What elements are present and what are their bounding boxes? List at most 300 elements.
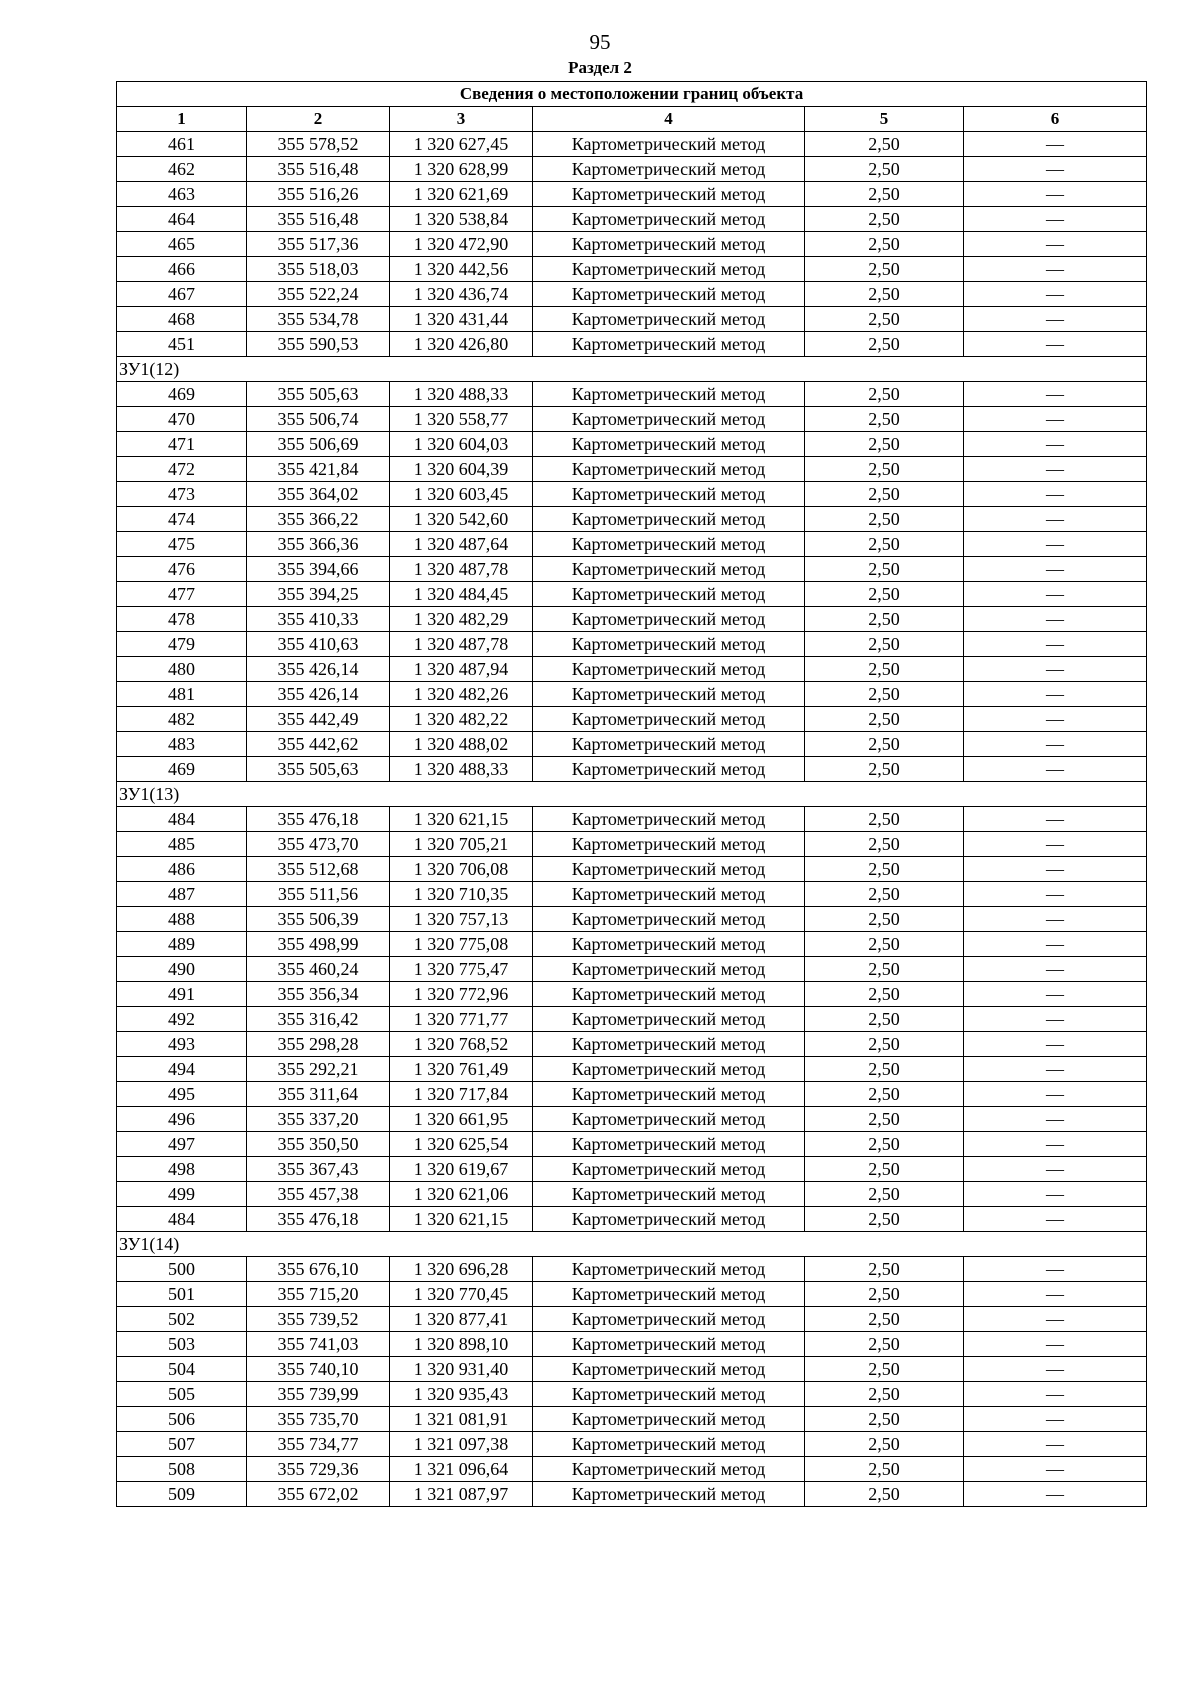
table-row xyxy=(117,982,1147,1007)
method-cell: Картометрический метод xyxy=(533,957,805,982)
x-coordinate-cell: 355 578,52 xyxy=(247,132,390,157)
accuracy-cell: 2,50 xyxy=(805,832,964,857)
y-coordinate-cell: 1 320 621,15 xyxy=(390,1207,533,1232)
accuracy-cell: 2,50 xyxy=(805,982,964,1007)
group-row xyxy=(117,357,1147,382)
point-number-cell: 470 xyxy=(117,407,247,432)
method-cell: Картометрический метод xyxy=(533,932,805,957)
accuracy-cell: 2,50 xyxy=(805,1157,964,1182)
section-title: Раздел 2 xyxy=(568,58,632,77)
table-caption-row xyxy=(117,82,1147,107)
point-number-cell: 484 xyxy=(117,1207,247,1232)
y-coordinate-cell: 1 320 487,94 xyxy=(390,657,533,682)
description-cell: — xyxy=(964,132,1147,157)
point-number-cell: 482 xyxy=(117,707,247,732)
accuracy-cell: 2,50 xyxy=(805,432,964,457)
accuracy-cell: 2,50 xyxy=(805,532,964,557)
x-coordinate-cell: 355 442,62 xyxy=(247,732,390,757)
method-cell: Картометрический метод xyxy=(533,1157,805,1182)
description-cell: — xyxy=(964,807,1147,832)
accuracy-cell: 2,50 xyxy=(805,1207,964,1232)
description-cell: — xyxy=(964,957,1147,982)
point-number-cell: 491 xyxy=(117,982,247,1007)
y-coordinate-cell: 1 320 770,45 xyxy=(390,1282,533,1307)
accuracy-cell: 2,50 xyxy=(805,307,964,332)
accuracy-cell: 2,50 xyxy=(805,607,964,632)
accuracy-cell: 2,50 xyxy=(805,1307,964,1332)
point-number-cell: 481 xyxy=(117,682,247,707)
table-row xyxy=(117,1057,1147,1082)
description-cell: — xyxy=(964,757,1147,782)
point-number-cell: 486 xyxy=(117,857,247,882)
method-cell: Картометрический метод xyxy=(533,1007,805,1032)
x-coordinate-cell: 355 590,53 xyxy=(247,332,390,357)
table-row xyxy=(117,1257,1147,1282)
description-cell: — xyxy=(964,282,1147,307)
y-coordinate-cell: 1 320 538,84 xyxy=(390,207,533,232)
description-cell: — xyxy=(964,1432,1147,1457)
point-number-cell: 484 xyxy=(117,807,247,832)
boundary-coordinates-table xyxy=(116,81,1147,1507)
y-coordinate-cell: 1 320 482,22 xyxy=(390,707,533,732)
accuracy-cell: 2,50 xyxy=(805,1482,964,1507)
table-row xyxy=(117,432,1147,457)
accuracy-cell: 2,50 xyxy=(805,482,964,507)
table-row xyxy=(117,957,1147,982)
accuracy-cell: 2,50 xyxy=(805,1407,964,1432)
table-row xyxy=(117,557,1147,582)
description-cell: — xyxy=(964,557,1147,582)
y-coordinate-cell: 1 320 772,96 xyxy=(390,982,533,1007)
point-number-cell: 476 xyxy=(117,557,247,582)
x-coordinate-cell: 355 517,36 xyxy=(247,232,390,257)
x-coordinate-cell: 355 505,63 xyxy=(247,757,390,782)
point-number-cell: 501 xyxy=(117,1282,247,1307)
x-coordinate-cell: 355 460,24 xyxy=(247,957,390,982)
description-cell: — xyxy=(964,482,1147,507)
description-cell: — xyxy=(964,882,1147,907)
x-coordinate-cell: 355 394,66 xyxy=(247,557,390,582)
point-number-cell: 499 xyxy=(117,1182,247,1207)
x-coordinate-cell: 355 364,02 xyxy=(247,482,390,507)
y-coordinate-cell: 1 320 472,90 xyxy=(390,232,533,257)
y-coordinate-cell: 1 320 603,45 xyxy=(390,482,533,507)
method-cell: Картометрический метод xyxy=(533,1307,805,1332)
method-cell: Картометрический метод xyxy=(533,257,805,282)
x-coordinate-cell: 355 421,84 xyxy=(247,457,390,482)
y-coordinate-cell: 1 320 488,02 xyxy=(390,732,533,757)
accuracy-cell: 2,50 xyxy=(805,407,964,432)
accuracy-cell: 2,50 xyxy=(805,1357,964,1382)
y-coordinate-cell: 1 320 484,45 xyxy=(390,582,533,607)
accuracy-cell: 2,50 xyxy=(805,757,964,782)
method-cell: Картометрический метод xyxy=(533,682,805,707)
point-number-cell: 509 xyxy=(117,1482,247,1507)
group-row xyxy=(117,782,1147,807)
method-cell: Картометрический метод xyxy=(533,1132,805,1157)
method-cell: Картометрический метод xyxy=(533,732,805,757)
table-row xyxy=(117,707,1147,732)
description-cell: — xyxy=(964,1157,1147,1182)
accuracy-cell: 2,50 xyxy=(805,1082,964,1107)
page-number: 95 xyxy=(589,30,611,54)
method-cell: Картометрический метод xyxy=(533,1282,805,1307)
column-header: 3 xyxy=(390,107,533,132)
y-coordinate-cell: 1 320 426,80 xyxy=(390,332,533,357)
group-label: ЗУ1(14) xyxy=(117,1232,1147,1257)
y-coordinate-cell: 1 320 431,44 xyxy=(390,307,533,332)
y-coordinate-cell: 1 320 558,77 xyxy=(390,407,533,432)
description-cell: — xyxy=(964,857,1147,882)
y-coordinate-cell: 1 320 757,13 xyxy=(390,907,533,932)
accuracy-cell: 2,50 xyxy=(805,282,964,307)
accuracy-cell: 2,50 xyxy=(805,907,964,932)
accuracy-cell: 2,50 xyxy=(805,157,964,182)
point-number-cell: 483 xyxy=(117,732,247,757)
method-cell: Картометрический метод xyxy=(533,282,805,307)
method-cell: Картометрический метод xyxy=(533,532,805,557)
group-row xyxy=(117,1232,1147,1257)
point-number-cell: 479 xyxy=(117,632,247,657)
x-coordinate-cell: 355 516,48 xyxy=(247,157,390,182)
x-coordinate-cell: 355 356,34 xyxy=(247,982,390,1007)
x-coordinate-cell: 355 366,36 xyxy=(247,532,390,557)
x-coordinate-cell: 355 739,52 xyxy=(247,1307,390,1332)
x-coordinate-cell: 355 426,14 xyxy=(247,682,390,707)
method-cell: Картометрический метод xyxy=(533,832,805,857)
description-cell: — xyxy=(964,1282,1147,1307)
column-header: 1 xyxy=(117,107,247,132)
description-cell: — xyxy=(964,1307,1147,1332)
description-cell: — xyxy=(964,1007,1147,1032)
point-number-cell: 498 xyxy=(117,1157,247,1182)
x-coordinate-cell: 355 410,63 xyxy=(247,632,390,657)
table-row xyxy=(117,1482,1147,1507)
description-cell: — xyxy=(964,157,1147,182)
table-row xyxy=(117,382,1147,407)
group-label: ЗУ1(12) xyxy=(117,357,1147,382)
y-coordinate-cell: 1 320 625,54 xyxy=(390,1132,533,1157)
method-cell: Картометрический метод xyxy=(533,1382,805,1407)
y-coordinate-cell: 1 320 442,56 xyxy=(390,257,533,282)
table-row xyxy=(117,1407,1147,1432)
table-row xyxy=(117,1007,1147,1032)
method-cell: Картометрический метод xyxy=(533,507,805,532)
description-cell: — xyxy=(964,1057,1147,1082)
method-cell: Картометрический метод xyxy=(533,132,805,157)
y-coordinate-cell: 1 320 705,21 xyxy=(390,832,533,857)
table-row xyxy=(117,582,1147,607)
table-row xyxy=(117,482,1147,507)
accuracy-cell: 2,50 xyxy=(805,1332,964,1357)
y-coordinate-cell: 1 320 482,29 xyxy=(390,607,533,632)
y-coordinate-cell: 1 320 696,28 xyxy=(390,1257,533,1282)
method-cell: Картометрический метод xyxy=(533,1057,805,1082)
y-coordinate-cell: 1 320 768,52 xyxy=(390,1032,533,1057)
x-coordinate-cell: 355 506,74 xyxy=(247,407,390,432)
table-row xyxy=(117,732,1147,757)
table-row xyxy=(117,1032,1147,1057)
point-number-cell: 468 xyxy=(117,307,247,332)
point-number-cell: 500 xyxy=(117,1257,247,1282)
x-coordinate-cell: 355 516,26 xyxy=(247,182,390,207)
table-header-row xyxy=(117,107,1147,132)
method-cell: Картометрический метод xyxy=(533,157,805,182)
y-coordinate-cell: 1 320 931,40 xyxy=(390,1357,533,1382)
method-cell: Картометрический метод xyxy=(533,882,805,907)
x-coordinate-cell: 355 426,14 xyxy=(247,657,390,682)
method-cell: Картометрический метод xyxy=(533,582,805,607)
y-coordinate-cell: 1 320 604,39 xyxy=(390,457,533,482)
y-coordinate-cell: 1 320 761,49 xyxy=(390,1057,533,1082)
point-number-cell: 506 xyxy=(117,1407,247,1432)
accuracy-cell: 2,50 xyxy=(805,957,964,982)
x-coordinate-cell: 355 298,28 xyxy=(247,1032,390,1057)
y-coordinate-cell: 1 320 935,43 xyxy=(390,1382,533,1407)
method-cell: Картометрический метод xyxy=(533,1082,805,1107)
table-row xyxy=(117,1382,1147,1407)
x-coordinate-cell: 355 442,49 xyxy=(247,707,390,732)
x-coordinate-cell: 355 715,20 xyxy=(247,1282,390,1307)
accuracy-cell: 2,50 xyxy=(805,1032,964,1057)
x-coordinate-cell: 355 350,50 xyxy=(247,1132,390,1157)
method-cell: Картометрический метод xyxy=(533,557,805,582)
method-cell: Картометрический метод xyxy=(533,482,805,507)
method-cell: Картометрический метод xyxy=(533,757,805,782)
accuracy-cell: 2,50 xyxy=(805,257,964,282)
point-number-cell: 465 xyxy=(117,232,247,257)
table-row xyxy=(117,282,1147,307)
x-coordinate-cell: 355 394,25 xyxy=(247,582,390,607)
point-number-cell: 463 xyxy=(117,182,247,207)
x-coordinate-cell: 355 511,56 xyxy=(247,882,390,907)
point-number-cell: 451 xyxy=(117,332,247,357)
accuracy-cell: 2,50 xyxy=(805,1432,964,1457)
column-header: 5 xyxy=(805,107,964,132)
accuracy-cell: 2,50 xyxy=(805,1282,964,1307)
description-cell: — xyxy=(964,1407,1147,1432)
accuracy-cell: 2,50 xyxy=(805,857,964,882)
x-coordinate-cell: 355 498,99 xyxy=(247,932,390,957)
point-number-cell: 490 xyxy=(117,957,247,982)
point-number-cell: 507 xyxy=(117,1432,247,1457)
table-row xyxy=(117,1182,1147,1207)
y-coordinate-cell: 1 320 436,74 xyxy=(390,282,533,307)
description-cell: — xyxy=(964,1182,1147,1207)
table-row xyxy=(117,307,1147,332)
y-coordinate-cell: 1 320 627,45 xyxy=(390,132,533,157)
x-coordinate-cell: 355 367,43 xyxy=(247,1157,390,1182)
x-coordinate-cell: 355 516,48 xyxy=(247,207,390,232)
accuracy-cell: 2,50 xyxy=(805,682,964,707)
accuracy-cell: 2,50 xyxy=(805,1257,964,1282)
x-coordinate-cell: 355 734,77 xyxy=(247,1432,390,1457)
method-cell: Картометрический метод xyxy=(533,407,805,432)
accuracy-cell: 2,50 xyxy=(805,557,964,582)
point-number-cell: 469 xyxy=(117,757,247,782)
y-coordinate-cell: 1 321 097,38 xyxy=(390,1432,533,1457)
x-coordinate-cell: 355 740,10 xyxy=(247,1357,390,1382)
column-header: 2 xyxy=(247,107,390,132)
point-number-cell: 505 xyxy=(117,1382,247,1407)
x-coordinate-cell: 355 476,18 xyxy=(247,1207,390,1232)
x-coordinate-cell: 355 366,22 xyxy=(247,507,390,532)
method-cell: Картометрический метод xyxy=(533,632,805,657)
y-coordinate-cell: 1 320 717,84 xyxy=(390,1082,533,1107)
description-cell: — xyxy=(964,407,1147,432)
description-cell: — xyxy=(964,932,1147,957)
method-cell: Картометрический метод xyxy=(533,607,805,632)
description-cell: — xyxy=(964,707,1147,732)
method-cell: Картометрический метод xyxy=(533,1032,805,1057)
table-row xyxy=(117,232,1147,257)
accuracy-cell: 2,50 xyxy=(805,1057,964,1082)
accuracy-cell: 2,50 xyxy=(805,882,964,907)
table-row xyxy=(117,757,1147,782)
point-number-cell: 502 xyxy=(117,1307,247,1332)
y-coordinate-cell: 1 321 087,97 xyxy=(390,1482,533,1507)
point-number-cell: 461 xyxy=(117,132,247,157)
accuracy-cell: 2,50 xyxy=(805,632,964,657)
table-row xyxy=(117,1157,1147,1182)
x-coordinate-cell: 355 676,10 xyxy=(247,1257,390,1282)
method-cell: Картометрический метод xyxy=(533,1207,805,1232)
table-row xyxy=(117,132,1147,157)
y-coordinate-cell: 1 320 877,41 xyxy=(390,1307,533,1332)
description-cell: — xyxy=(964,1482,1147,1507)
accuracy-cell: 2,50 xyxy=(805,582,964,607)
accuracy-cell: 2,50 xyxy=(805,1457,964,1482)
x-coordinate-cell: 355 457,38 xyxy=(247,1182,390,1207)
description-cell: — xyxy=(964,1257,1147,1282)
method-cell: Картометрический метод xyxy=(533,657,805,682)
x-coordinate-cell: 355 729,36 xyxy=(247,1457,390,1482)
table-row xyxy=(117,632,1147,657)
table-row xyxy=(117,807,1147,832)
table-row xyxy=(117,407,1147,432)
description-cell: — xyxy=(964,457,1147,482)
point-number-cell: 485 xyxy=(117,832,247,857)
accuracy-cell: 2,50 xyxy=(805,457,964,482)
point-number-cell: 495 xyxy=(117,1082,247,1107)
method-cell: Картометрический метод xyxy=(533,1482,805,1507)
method-cell: Картометрический метод xyxy=(533,1407,805,1432)
description-cell: — xyxy=(964,832,1147,857)
description-cell: — xyxy=(964,1032,1147,1057)
table-row xyxy=(117,207,1147,232)
x-coordinate-cell: 355 476,18 xyxy=(247,807,390,832)
point-number-cell: 477 xyxy=(117,582,247,607)
method-cell: Картометрический метод xyxy=(533,857,805,882)
x-coordinate-cell: 355 741,03 xyxy=(247,1332,390,1357)
table-row xyxy=(117,532,1147,557)
description-cell: — xyxy=(964,1357,1147,1382)
method-cell: Картометрический метод xyxy=(533,432,805,457)
table-row xyxy=(117,457,1147,482)
point-number-cell: 488 xyxy=(117,907,247,932)
x-coordinate-cell: 355 506,39 xyxy=(247,907,390,932)
accuracy-cell: 2,50 xyxy=(805,507,964,532)
method-cell: Картометрический метод xyxy=(533,1457,805,1482)
table-row xyxy=(117,1332,1147,1357)
table-row xyxy=(117,332,1147,357)
y-coordinate-cell: 1 320 482,26 xyxy=(390,682,533,707)
table-row xyxy=(117,1357,1147,1382)
accuracy-cell: 2,50 xyxy=(805,182,964,207)
method-cell: Картометрический метод xyxy=(533,332,805,357)
table-caption: Сведения о местоположении границ объекта xyxy=(117,82,1147,107)
point-number-cell: 487 xyxy=(117,882,247,907)
accuracy-cell: 2,50 xyxy=(805,382,964,407)
y-coordinate-cell: 1 320 487,78 xyxy=(390,557,533,582)
method-cell: Картометрический метод xyxy=(533,307,805,332)
point-number-cell: 496 xyxy=(117,1107,247,1132)
table-row xyxy=(117,182,1147,207)
description-cell: — xyxy=(964,1332,1147,1357)
description-cell: — xyxy=(964,332,1147,357)
table-row xyxy=(117,1432,1147,1457)
y-coordinate-cell: 1 320 542,60 xyxy=(390,507,533,532)
description-cell: — xyxy=(964,432,1147,457)
point-number-cell: 478 xyxy=(117,607,247,632)
table-row xyxy=(117,1132,1147,1157)
group-label: ЗУ1(13) xyxy=(117,782,1147,807)
point-number-cell: 466 xyxy=(117,257,247,282)
x-coordinate-cell: 355 410,33 xyxy=(247,607,390,632)
x-coordinate-cell: 355 512,68 xyxy=(247,857,390,882)
y-coordinate-cell: 1 320 706,08 xyxy=(390,857,533,882)
point-number-cell: 469 xyxy=(117,382,247,407)
method-cell: Картометрический метод xyxy=(533,382,805,407)
y-coordinate-cell: 1 320 621,15 xyxy=(390,807,533,832)
table-row xyxy=(117,832,1147,857)
y-coordinate-cell: 1 320 621,69 xyxy=(390,182,533,207)
y-coordinate-cell: 1 320 488,33 xyxy=(390,382,533,407)
table-row xyxy=(117,857,1147,882)
x-coordinate-cell: 355 505,63 xyxy=(247,382,390,407)
y-coordinate-cell: 1 320 619,67 xyxy=(390,1157,533,1182)
description-cell: — xyxy=(964,1132,1147,1157)
x-coordinate-cell: 355 739,99 xyxy=(247,1382,390,1407)
accuracy-cell: 2,50 xyxy=(805,1182,964,1207)
method-cell: Картометрический метод xyxy=(533,1107,805,1132)
description-cell: — xyxy=(964,907,1147,932)
y-coordinate-cell: 1 320 488,33 xyxy=(390,757,533,782)
x-coordinate-cell: 355 292,21 xyxy=(247,1057,390,1082)
method-cell: Картометрический метод xyxy=(533,457,805,482)
y-coordinate-cell: 1 321 096,64 xyxy=(390,1457,533,1482)
table-row xyxy=(117,657,1147,682)
description-cell: — xyxy=(964,1382,1147,1407)
x-coordinate-cell: 355 735,70 xyxy=(247,1407,390,1432)
description-cell: — xyxy=(964,632,1147,657)
table-row xyxy=(117,507,1147,532)
table-row xyxy=(117,257,1147,282)
point-number-cell: 462 xyxy=(117,157,247,182)
table-row xyxy=(117,1207,1147,1232)
y-coordinate-cell: 1 320 487,78 xyxy=(390,632,533,657)
accuracy-cell: 2,50 xyxy=(805,707,964,732)
x-coordinate-cell: 355 518,03 xyxy=(247,257,390,282)
accuracy-cell: 2,50 xyxy=(805,807,964,832)
point-number-cell: 471 xyxy=(117,432,247,457)
point-number-cell: 474 xyxy=(117,507,247,532)
description-cell: — xyxy=(964,182,1147,207)
y-coordinate-cell: 1 320 661,95 xyxy=(390,1107,533,1132)
x-coordinate-cell: 355 473,70 xyxy=(247,832,390,857)
x-coordinate-cell: 355 522,24 xyxy=(247,282,390,307)
x-coordinate-cell: 355 316,42 xyxy=(247,1007,390,1032)
